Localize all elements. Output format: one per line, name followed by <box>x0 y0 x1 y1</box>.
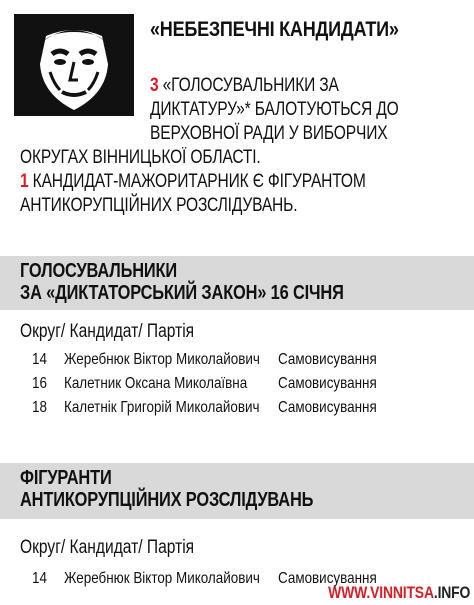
section-1-header <box>0 256 474 310</box>
table-row <box>0 375 474 395</box>
section-2-title-line-2: АНТИКОРУПЦІЙНИХ РОЗСЛІДУВАНЬ <box>20 489 314 511</box>
section-1-columns: Округ/ Кандидат/ Партія <box>20 321 195 342</box>
section-2-columns: Округ/ Кандидат/ Партія <box>20 537 195 558</box>
section-1-title <box>20 260 344 304</box>
intro-block-1 <box>150 74 399 146</box>
row-okrug: 18 <box>32 399 47 416</box>
intro-block-2 <box>20 146 366 218</box>
table-row <box>0 351 474 371</box>
row-candidate: Калетник Оксана Миколаївна <box>64 375 248 392</box>
intro-continuation: ОКРУГАХ ВІННИЦЬКОЇ ОБЛАСТІ. <box>20 147 261 168</box>
section-2-title-line-1: ФІГУРАНТИ <box>20 467 112 489</box>
row-candidate: Калетнік Григорій Миколайович <box>64 399 260 416</box>
section-2-header <box>0 463 474 519</box>
row-candidate: Жеребнюк Віктор Миколайович <box>64 351 260 368</box>
headline: «НЕБЕЗПЕЧНІ КАНДИДАТИ» <box>150 18 399 41</box>
face-illustration <box>14 14 134 116</box>
section-1-title-line-2: ЗА «ДИКТАТОРСЬКИЙ ЗАКОН» 16 СІЧНЯ <box>20 282 344 304</box>
intro-1-number: 3 <box>150 75 159 96</box>
row-okrug: 14 <box>32 351 47 368</box>
row-candidate: Жеребнюк Віктор Миколайович <box>64 570 260 587</box>
row-party: Самовисування <box>278 399 377 416</box>
row-party: Самовисування <box>278 570 377 587</box>
row-party: Самовисування <box>278 375 377 392</box>
row-party: Самовисування <box>278 351 377 368</box>
section-2-title <box>20 467 313 511</box>
row-okrug: 14 <box>32 570 47 587</box>
row-okrug: 16 <box>32 375 47 392</box>
watermark-site: VINNITSA <box>369 583 434 602</box>
intro-1-line-2: ДИКТАТУРУ»* БАЛОТУЮТЬСЯ ДО <box>150 99 399 120</box>
site-watermark <box>328 583 470 603</box>
intro-1-line-1: «ГОЛОСУВАЛЬНИКИ ЗА <box>158 75 339 96</box>
intro-2-line-1: КАНДИДАТ-МАЖОРИТАРНИК Є ФІГУРАНТОМ <box>28 171 366 192</box>
table-row <box>0 399 474 419</box>
watermark-suffix: .INFO <box>433 583 470 602</box>
intro-1-line-3: ВЕРХОВНОЇ РАДИ У ВИБОРЧИХ <box>150 123 388 144</box>
intro-2-number: 1 <box>20 171 29 192</box>
section-1-title-line-1: ГОЛОСУВАЛЬНИКИ <box>20 260 178 282</box>
watermark-prefix: WWW. <box>327 583 370 602</box>
intro-2-line-2: АНТИКОРУПЦІЙНИХ РОЗСЛІДУВАНЬ. <box>20 195 298 216</box>
